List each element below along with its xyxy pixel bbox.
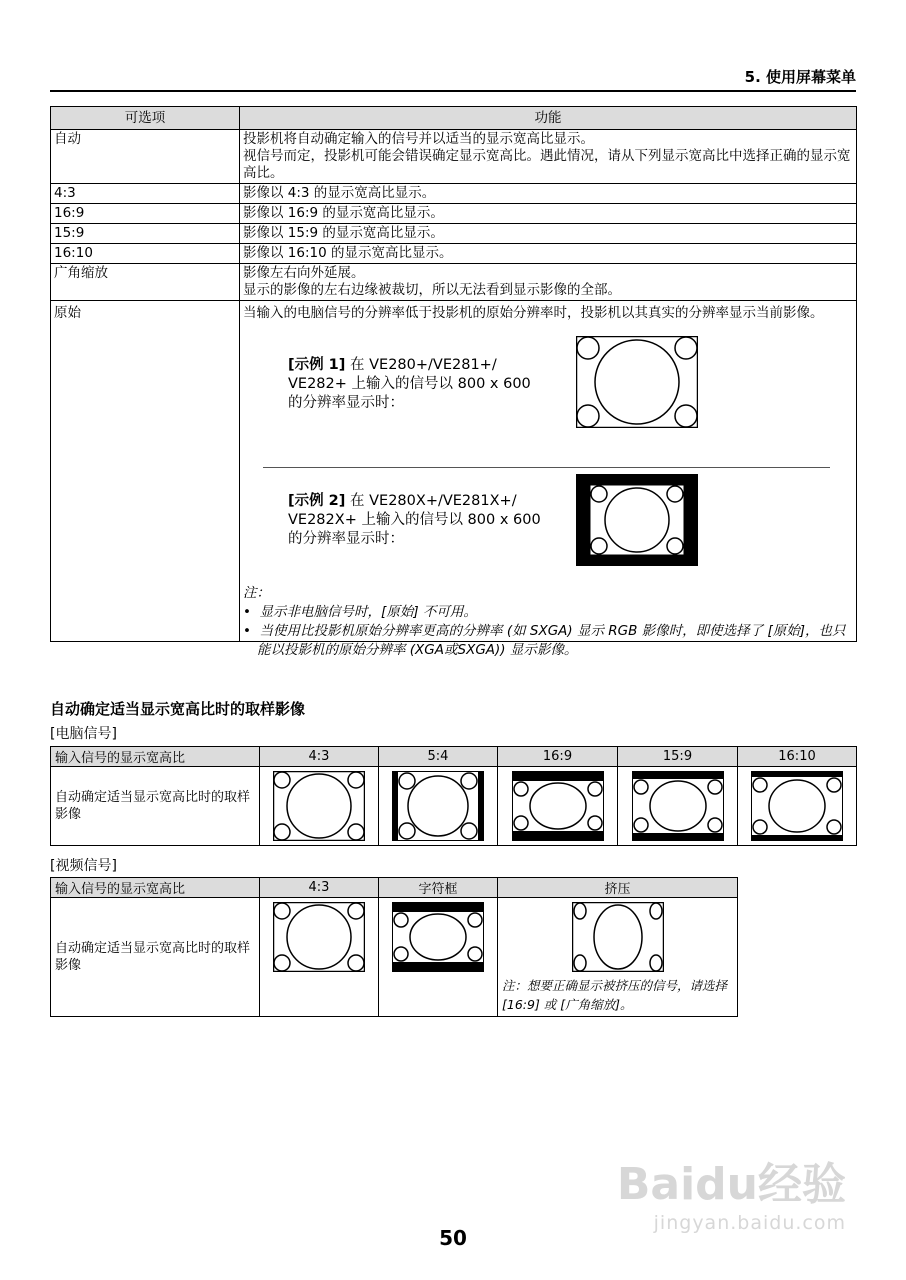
col-15-9: 15:9 — [618, 747, 738, 767]
desc-line: 投影机将自动确定输入的信号并以适当的显示宽高比显示。 — [243, 131, 594, 147]
example-1-text: 在 VE280+/VE281+/ VE282+ 上输入的信号以 800 x 600 的分辨率显示时： — [288, 357, 531, 411]
col-16-10: 16:10 — [738, 747, 857, 767]
example-1-image — [576, 336, 698, 428]
option-name: 15:9 — [51, 224, 240, 244]
col-16-9: 16:9 — [498, 747, 618, 767]
video-sample-letterbox — [379, 898, 498, 1017]
option-name: 16:9 — [51, 204, 240, 224]
option-desc — [240, 130, 857, 184]
col-5-4: 5:4 — [379, 747, 498, 767]
watermark-logo: Baidu经验 — [616, 1159, 846, 1210]
option-desc: 影像以 15:9 的显示宽高比显示。 — [240, 224, 857, 244]
sample-5-4-image — [392, 771, 484, 841]
option-desc — [240, 264, 857, 301]
video-sample-4-3 — [260, 898, 379, 1017]
section-header: 5. 使用屏幕菜单 — [744, 68, 856, 86]
option-desc: 影像以 16:9 的显示宽高比显示。 — [240, 204, 857, 224]
option-name: 原始 — [51, 301, 240, 642]
page-number: 50 — [439, 1226, 467, 1250]
native-examples — [243, 322, 853, 658]
note-bullet: • 当使用比投影机原始分辨率更高的分辨率 (如 SXGA) 显示 RGB 影像时，即使选择了 [原始]，也只能以投影机的原始分辨率 (XGA或SXGA)) 显示影像。 — [243, 623, 846, 658]
sample-15-9 — [618, 767, 738, 846]
col-letterbox: 字符框 — [379, 878, 498, 898]
native-description: 当输入的电脑信号的分辨率低于投影机的原始分辨率时，投影机以其真实的分辨率显示当前影像。 — [243, 305, 824, 321]
video-sample-squeeze-image — [572, 902, 664, 972]
table-row — [51, 264, 857, 301]
table-row — [51, 301, 857, 642]
col-4-3: 4:3 — [260, 747, 379, 767]
sample-16-9 — [498, 767, 618, 846]
table-row — [51, 224, 857, 244]
option-name: 16:10 — [51, 244, 240, 264]
sample-15-9-image — [632, 771, 724, 841]
header-divider — [50, 90, 856, 92]
note-bullet-text: 当使用比投影机原始分辨率更高的分辨率 (如 SXGA) 显示 RGB 影像时，即使选择了 [原始]，也只能以投影机的原始分辨率 (XGA或SXGA)) 显示影像。 — [257, 623, 846, 658]
note-bullet-text: 显示非电脑信号时，[原始] 不可用。 — [259, 604, 477, 620]
option-desc — [240, 301, 857, 658]
watermark-url: jingyan.baidu.com — [653, 1212, 846, 1234]
video-sample-letterbox-image — [392, 902, 484, 972]
row-label: 自动确定适当显示宽高比时的取样影像 — [51, 898, 260, 1017]
header-input-ratio: 输入信号的显示宽高比 — [51, 747, 260, 767]
example-2-image — [576, 474, 698, 566]
option-name: 自动 — [51, 130, 240, 184]
desc-line: 视信号而定，投影机可能会错误确定显示宽高比。遇此情况，请从下列显示宽高比中选择正确的显示宽高比。 — [243, 148, 851, 181]
computer-sampling-table — [50, 746, 857, 846]
example-1 — [288, 356, 548, 413]
options-table — [50, 106, 857, 658]
sample-16-10-image — [751, 771, 843, 841]
col-squeeze: 挤压 — [498, 878, 738, 898]
sample-16-9-image — [512, 771, 604, 841]
option-name: 广角缩放 — [51, 264, 240, 301]
option-desc: 影像以 4:3 的显示宽高比显示。 — [240, 184, 857, 204]
note-title: 注： — [243, 585, 270, 601]
table-row — [51, 184, 857, 204]
example-divider — [263, 467, 830, 468]
example-1-label: [示例 1] — [288, 357, 346, 373]
table-row — [51, 130, 857, 184]
sample-5-4 — [379, 767, 498, 846]
note-bullet: • 显示非电脑信号时，[原始] 不可用。 — [243, 604, 477, 620]
video-sampling-table — [50, 877, 738, 1017]
example-2-label: [示例 2] — [288, 493, 346, 509]
sample-4-3-image — [273, 771, 365, 841]
sample-4-3 — [260, 767, 379, 846]
option-name: 4:3 — [51, 184, 240, 204]
video-signal-label: [视频信号] — [50, 858, 117, 874]
col-header-function: 功能 — [240, 107, 857, 130]
col-header-option: 可选项 — [51, 107, 240, 130]
row-label: 自动确定适当显示宽高比时的取样影像 — [51, 767, 260, 846]
video-sample-4-3-image — [273, 902, 365, 972]
desc-line: 影像左右向外延展。 — [243, 265, 365, 281]
video-sample-squeeze — [498, 898, 738, 1017]
desc-line: 显示的影像的左右边缘被裁切，所以无法看到显示影像的全部。 — [243, 282, 621, 298]
example-2-text: 在 VE280X+/VE281X+/ VE282X+ 上输入的信号以 800 x 600 的分辨率显示时： — [288, 493, 541, 547]
col-4-3: 4:3 — [260, 878, 379, 898]
sample-16-10 — [738, 767, 857, 846]
squeeze-note: 注：想要正确显示被挤压的信号，请选择 [16:9] 或 [广角缩放]。 — [502, 978, 728, 1012]
option-desc: 影像以 16:10 的显示宽高比显示。 — [240, 244, 857, 264]
sampling-title: 自动确定适当显示宽高比时的取样影像 — [50, 700, 306, 718]
native-note — [243, 584, 855, 660]
table-row — [51, 244, 857, 264]
header-input-ratio: 输入信号的显示宽高比 — [51, 878, 260, 898]
example-2 — [288, 492, 548, 549]
computer-signal-label: [电脑信号] — [50, 726, 117, 742]
table-row — [51, 204, 857, 224]
